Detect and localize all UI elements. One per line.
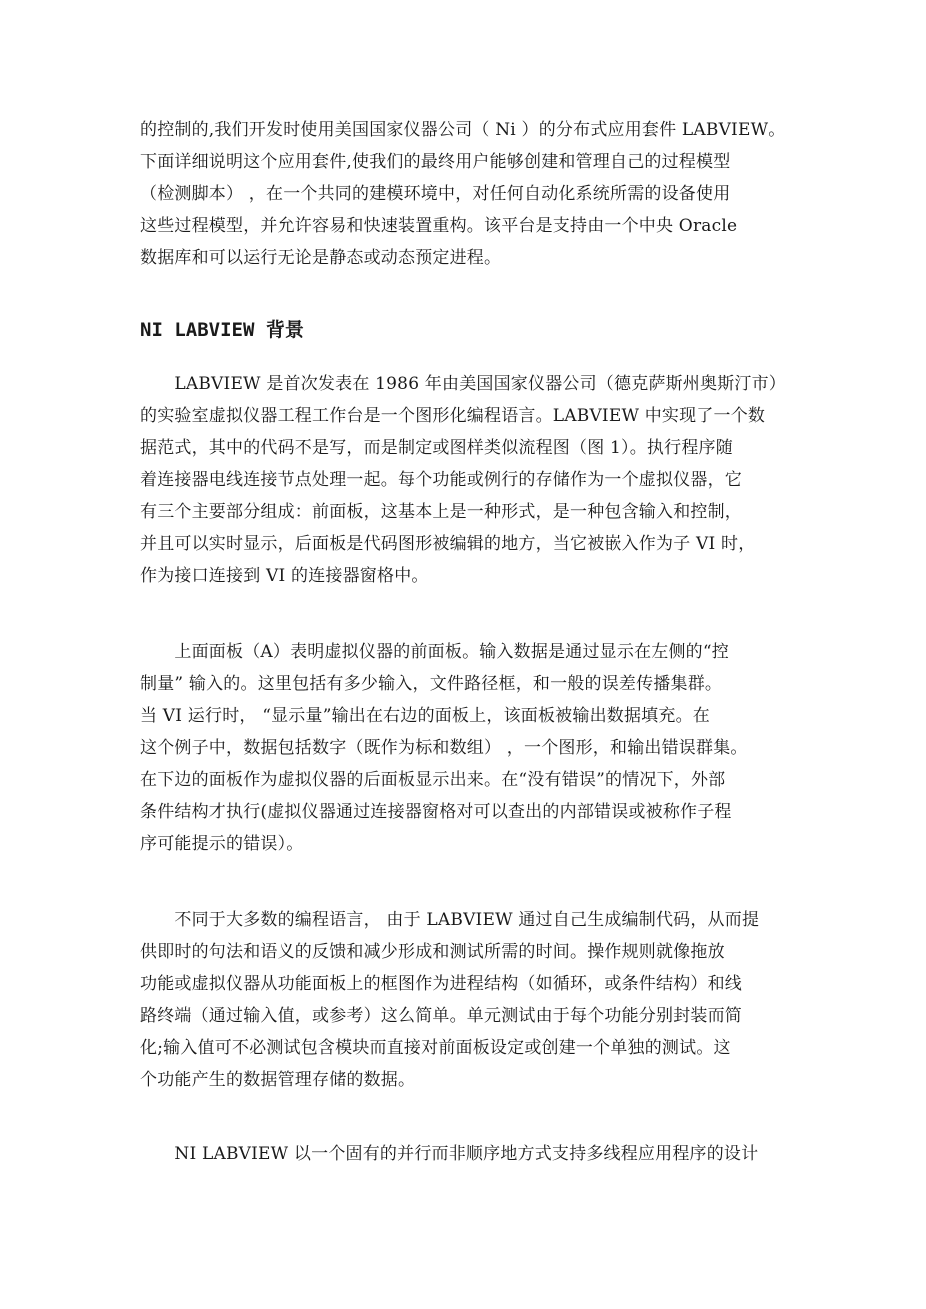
- paragraph-line: 并且可以实时显示，后面板是代码图形被编辑的地方，当它被嵌入作为子 VI 时，: [140, 534, 756, 554]
- paragraph-line: （检测脚本） ，在一个共同的建模环境中，对任何自动化系统所需的设备使用: [140, 184, 731, 204]
- paragraph-line: 数据库和可以运行无论是静态或动态预定进程。: [140, 248, 502, 268]
- paragraph-line: 化;输入值可不必测试包含模块而直接对前面板设定或创建一个单独的测试。这: [140, 1038, 731, 1058]
- paragraph-line: NI LABVIEW 以一个固有的并行而非顺序地方式支持多线程应用程序的设计: [140, 1144, 759, 1164]
- section-heading: NI LABVIEW 背景: [140, 319, 304, 341]
- compile-paragraph: [140, 904, 800, 1096]
- panels-paragraph: [140, 636, 800, 860]
- multithread-paragraph: [140, 1138, 800, 1170]
- paragraph-line: 上面面板（A）表明虚拟仪器的前面板。输入数据是通过显示在左侧的“控: [140, 642, 729, 662]
- paragraph-line: LABVIEW 是首次发表在 1986 年由美国国家仪器公司（德克萨斯州奥斯汀市）: [140, 374, 787, 394]
- paragraph-line: 作为接口连接到 VI 的连接器窗格中。: [140, 566, 429, 586]
- paragraph-line: 这个例子中，数据包括数字（既作为标和数组） ，一个图形，和输出错误群集。: [140, 738, 748, 758]
- paragraph-line: 路终端（通过输入值，或参考）这么简单。单元测试由于每个功能分别封装而简: [140, 1006, 742, 1026]
- intro-paragraph: [140, 114, 800, 274]
- paragraph-line: 序可能提示的错误）。: [140, 834, 304, 854]
- paragraph-line: 的实验室虚拟仪器工程工作台是一个图形化编程语言。LABVIEW 中实现了一个数: [140, 406, 766, 426]
- paragraph-line: 不同于大多数的编程语言， 由于 LABVIEW 通过自己生成编制代码，从而提: [140, 910, 760, 930]
- paragraph-line: 个功能产生的数据管理存储的数据。: [140, 1070, 416, 1090]
- paragraph-line: 下面详细说明这个应用套件,使我们的最终用户能够创建和管理自己的过程模型: [140, 152, 731, 172]
- background-paragraph: [140, 368, 800, 592]
- paragraph-line: 条件结构才执行(虚拟仪器通过连接器窗格对可以查出的内部错误或被称作子程: [140, 802, 732, 822]
- paragraph-line: 供即时的句法和语义的反馈和减少形成和测试所需的时间。操作规则就像拖放: [140, 942, 725, 962]
- paragraph-line: 制量” 输入的。这里包括有多少输入，文件路径框，和一般的误差传播集群。: [140, 674, 723, 694]
- paragraph-line: 当 VI 运行时， “显示量”输出在右边的面板上，该面板被输出数据填充。在: [140, 706, 710, 726]
- paragraph-line: 的控制的,我们开发时使用美国国家仪器公司（ Ni ）的分布式应用套件 LABVIEW。: [140, 120, 786, 140]
- paragraph-line: 有三个主要部分组成：前面板，这基本上是一种形式，是一种包含输入和控制，: [140, 502, 742, 522]
- paragraph-line: 功能或虚拟仪器从功能面板上的框图作为进程结构（如循环，或条件结构）和线: [140, 974, 742, 994]
- paragraph-line: 在下边的面板作为虚拟仪器的后面板显示出来。在“没有错误”的情况下，外部: [140, 770, 726, 790]
- paragraph-line: 着连接器电线连接节点处理一起。每个功能或例行的存储作为一个虚拟仪器，它: [140, 470, 742, 490]
- paragraph-line: 据范式，其中的代码不是写，而是制定或图样类似流程图（图 1）。执行程序随: [140, 438, 733, 458]
- paragraph-line: 这些过程模型，并允许容易和快速装置重构。该平台是支持由一个中央 Oracle: [140, 216, 738, 236]
